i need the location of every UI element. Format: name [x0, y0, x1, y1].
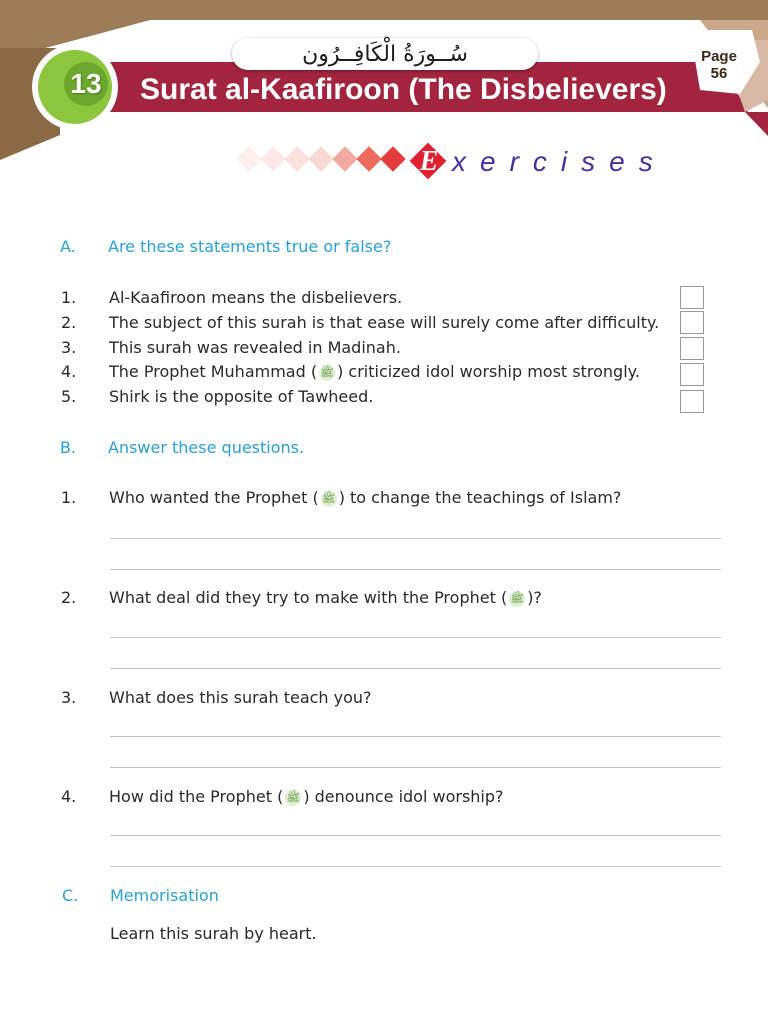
- item-number: 2.: [61, 588, 77, 607]
- arabic-surah-title: سُــورَةُ الْكَافِــرُون: [232, 38, 538, 70]
- item-text: How did the Prophet ( ﷺ ) denounce idol worship?: [109, 787, 504, 806]
- answer-checkbox[interactable]: [680, 311, 704, 334]
- section-letter: C.: [62, 886, 79, 905]
- item-text: The subject of this surah is that ease will surely come after difficulty.: [109, 313, 660, 332]
- memorisation-instruction: Learn this surah by heart.: [110, 924, 317, 943]
- chapter-number: 13: [64, 62, 108, 106]
- item-text: What deal did they try to make with the Prophet ( ﷺ )?: [109, 588, 542, 607]
- salutation-icon: ﷺ: [320, 365, 334, 379]
- answer-line[interactable]: [110, 866, 721, 867]
- page-title: Surat al-Kaafiroon (The Disbelievers): [140, 73, 667, 106]
- item-text: Shirk is the opposite of Tawheed.: [109, 387, 374, 406]
- item-text: This surah was revealed in Madinah.: [109, 338, 401, 357]
- answer-line[interactable]: [110, 569, 721, 570]
- item-number: 3.: [61, 688, 77, 707]
- answer-checkbox[interactable]: [680, 286, 704, 309]
- exercises-initial: E: [419, 146, 439, 177]
- item-number: 3.: [61, 338, 77, 357]
- section-letter: A.: [60, 237, 76, 256]
- item-text: What does this surah teach you?: [109, 688, 372, 707]
- section-title: Are these statements true or false?: [108, 237, 392, 256]
- salutation-icon: ﷺ: [510, 591, 524, 605]
- answer-line[interactable]: [110, 538, 721, 539]
- answer-checkbox[interactable]: [680, 337, 704, 360]
- item-number: 5.: [61, 387, 77, 406]
- exercises-word: xercises: [452, 146, 667, 177]
- answer-line[interactable]: [110, 637, 721, 638]
- answer-line[interactable]: [110, 736, 721, 737]
- salutation-icon: ﷺ: [322, 491, 336, 505]
- page-number: 56: [710, 65, 728, 82]
- section-letter: B.: [60, 438, 77, 457]
- item-number: 4.: [61, 787, 77, 806]
- item-text: The Prophet Muhammad ( ﷺ ) criticized idol worship most strongly.: [109, 362, 640, 381]
- page-indicator: [694, 48, 744, 82]
- exercises-diamond: [410, 143, 448, 181]
- item-number: 1.: [61, 288, 77, 307]
- answer-checkbox[interactable]: [680, 363, 704, 386]
- item-text: Al-Kaafiroon means the disbelievers.: [109, 288, 403, 307]
- exercises-heading: [410, 142, 667, 182]
- answer-line[interactable]: [110, 767, 721, 768]
- item-number: 1.: [61, 488, 77, 507]
- answer-checkbox[interactable]: [680, 390, 704, 413]
- salutation-icon: ﷺ: [286, 790, 300, 804]
- item-text: Who wanted the Prophet ( ﷺ ) to change the teachings of Islam?: [109, 488, 622, 507]
- page-label: Page: [701, 48, 737, 65]
- answer-line[interactable]: [110, 835, 721, 836]
- section-title: Memorisation: [110, 886, 219, 905]
- section-title: Answer these questions.: [108, 438, 305, 457]
- chapter-header: [0, 0, 768, 185]
- item-number: 4.: [61, 362, 77, 381]
- item-number: 2.: [61, 313, 77, 332]
- answer-line[interactable]: [110, 668, 721, 669]
